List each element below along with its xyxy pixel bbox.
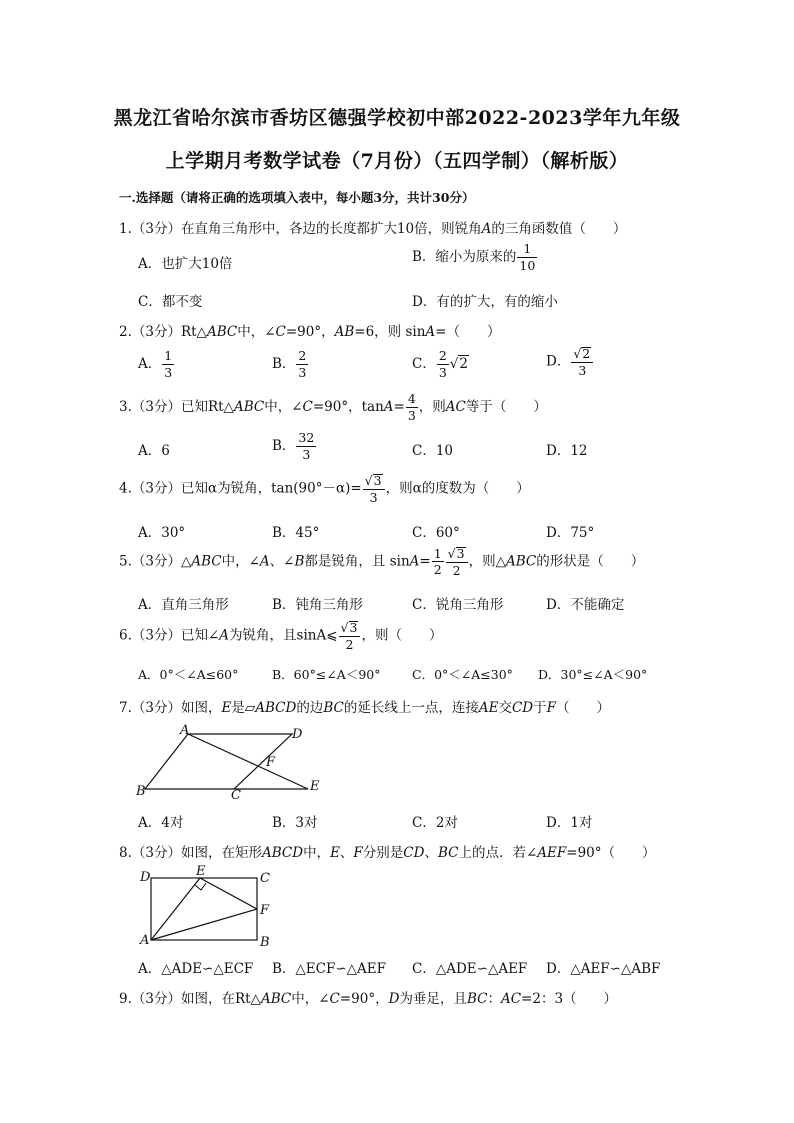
q5-fraction-2: [446, 547, 468, 577]
q8-text-2: 中，: [303, 845, 331, 861]
title-line-1: 黑龙江省哈尔滨市香坊区德强学校初中部2022-2023学年九年级: [113, 107, 681, 129]
q8-var-bc: BC: [437, 845, 459, 861]
q9-var-ac: AC: [500, 991, 522, 1007]
q6-text-3: sinA⩽: [296, 627, 338, 644]
q4-option-d: D．75°: [546, 525, 595, 541]
q6-fraction: [339, 621, 361, 651]
q1-b-denominator: 10: [519, 257, 536, 273]
q6-var-a: A: [219, 627, 230, 644]
q5-var-a: A: [259, 553, 270, 570]
q5-text-4: 都是锐角，且 sin: [304, 553, 410, 570]
q9-var-abc: ABC: [260, 991, 292, 1007]
q8-figure-rectangle: [130, 864, 280, 952]
question-8: [119, 841, 656, 861]
q2-option-d: [546, 347, 594, 377]
q7-text-3: 的边: [296, 700, 324, 716]
q7-label-d: D: [292, 727, 303, 742]
q6-num: √3: [339, 621, 361, 637]
q2-text-5: =（ ）: [435, 324, 501, 340]
q3-option-d: D．12: [546, 443, 588, 459]
q6-option-a: A．0°＜∠A≤60°: [138, 667, 239, 682]
q1-b-numerator: 1: [517, 243, 537, 258]
q4-text-2: tan(90°－α)=: [271, 480, 362, 497]
q3-num: 4: [407, 391, 416, 406]
q2-b-fraction: [296, 350, 308, 379]
q7-text-1: 7.（3分）如图，: [119, 700, 222, 716]
q7-label-b: B: [136, 784, 146, 799]
q3-text-2: 中，∠: [264, 399, 303, 415]
q3-text-3: =90°，tan: [312, 399, 384, 415]
q8-var-cd: CD: [403, 845, 425, 861]
q2-c-sqrt: √2: [449, 356, 468, 372]
q1-text: 1.（3分）在直角三角形中，各边的长度都扩大10倍，则锐角: [119, 221, 482, 237]
q7-line-ae: [188, 734, 308, 789]
q2-option-c: [412, 350, 469, 379]
q2-b-den: 3: [298, 364, 307, 380]
q8-rectangle-shape: [151, 878, 257, 940]
q1-var: A: [481, 221, 492, 237]
q5-text-5: =: [419, 553, 431, 570]
q8-var-e: E: [330, 845, 340, 861]
q3-text-5: ，则: [418, 399, 446, 415]
q8-line-af: [151, 909, 257, 940]
question-1: [119, 217, 626, 237]
q3-option-c: C．10: [412, 443, 454, 459]
q8-option-b: B．△ECF∽△AEF: [272, 961, 387, 977]
q9-var-c: C: [329, 991, 340, 1007]
question-6: [119, 621, 442, 651]
q3-fraction: [406, 393, 418, 422]
q6-option-d: D．30°≤∠A＜90°: [538, 667, 648, 682]
q5-text-6: ，则△: [468, 553, 506, 570]
q8-var-aef: AEF: [537, 845, 567, 861]
q5-option-a: A．直角三角形: [138, 597, 229, 613]
q7-var-bc: BC: [323, 700, 344, 716]
q6-den: 2: [345, 636, 354, 652]
q5-var-b: B: [294, 553, 305, 570]
q7-text-5: 交: [498, 700, 512, 716]
q9-text-3: =90°，: [339, 991, 389, 1007]
q1-option-d: D．有的扩大，有的缩小: [412, 294, 558, 310]
q4-fraction: [363, 474, 385, 504]
q4-radicand: 3: [373, 473, 382, 488]
q7-var-f: F: [546, 700, 556, 716]
title-line-2: 上学期月考数学试卷（7月份）（五四学制）（解析版）: [165, 150, 629, 172]
q2-a-den: 3: [164, 364, 173, 380]
q4-text-3: ，则α的度数为（ ）: [385, 480, 530, 497]
q2-a-label: A．: [138, 356, 162, 372]
q7-text-7: （ ）: [555, 700, 610, 716]
q7-text-6: 于: [533, 700, 547, 716]
q2-c-den: 3: [438, 364, 447, 380]
q6-option-b: B．60°≤∠A＜90°: [272, 667, 381, 682]
q8-text-5: 、: [424, 845, 438, 861]
q7-var-e: E: [221, 700, 232, 716]
q7-text-4: 的延长线上一点，连接: [343, 700, 479, 716]
q2-c-num: 2: [438, 348, 447, 363]
q9-text-6: =2：3（ ）: [521, 991, 618, 1007]
q4-option-a: A．30°: [138, 525, 186, 541]
q7-label-f: F: [266, 755, 276, 770]
q2-text-2: 中，∠: [237, 324, 276, 340]
q2-c-radicand: 2: [459, 356, 468, 372]
q8-label-e: E: [196, 864, 206, 879]
q2-d-num: √2: [571, 347, 593, 363]
question-2: [119, 320, 500, 340]
question-5: [119, 547, 644, 577]
q3-b-label: B．: [272, 438, 296, 454]
q5-den-1: 2: [433, 562, 442, 577]
q8-label-a: A: [140, 933, 150, 948]
q3-text-6: 等于（ ）: [465, 399, 547, 415]
q6-option-c: C．0°＜∠A≤30°: [412, 667, 513, 682]
q7-text-2: 是▱: [231, 700, 256, 716]
q3-var-ac: AC: [445, 399, 466, 415]
q7-label-e: E: [310, 779, 320, 794]
q3-var-c: C: [302, 399, 313, 415]
q7-label-a: A: [180, 723, 190, 738]
q3-option-a: A．6: [138, 443, 170, 459]
q5-text-2: 中，∠: [221, 553, 260, 570]
q6-text-1: 6.（3分）已知∠: [119, 627, 220, 644]
q2-text-4: =6，则 sin: [354, 324, 426, 340]
q8-option-d: D．△AEF∽△ABF: [546, 961, 661, 977]
q4-den: 3: [369, 489, 378, 505]
q9-text-4: 为垂足，且: [399, 991, 467, 1007]
q2-text-3: =90°，: [285, 324, 335, 340]
q3-den: 3: [407, 407, 416, 423]
q3-var-abc: ABC: [233, 399, 265, 415]
q8-label-c: C: [260, 871, 270, 886]
q6-text-4: ，则（ ）: [361, 627, 443, 644]
q1-option-b-prefix: B．缩小为原来的: [412, 249, 517, 265]
q8-option-a: A．△ADE∽△ECF: [138, 961, 254, 977]
q2-option-a: [138, 350, 175, 379]
q2-var-c: C: [275, 324, 286, 340]
q5-text-7: 的形状是（ ）: [536, 553, 645, 570]
q2-d-den: 3: [578, 362, 587, 378]
q5-den-2: 2: [452, 562, 461, 578]
section-heading: 一.选择题（请将正确的选项填入表中，每小题3分，共计30分）: [119, 190, 475, 205]
q2-var-abc: ABC: [206, 324, 238, 340]
question-4: [119, 474, 530, 504]
q4-option-c: C．60°: [412, 525, 460, 541]
q4-num: √3: [363, 474, 385, 490]
q3-b-num: 32: [298, 430, 315, 445]
q8-text-6: 上的点．若∠: [458, 845, 538, 861]
q8-right-angle-mark: [195, 883, 206, 890]
q2-c-label: C．: [412, 356, 436, 372]
q2-option-b: [272, 350, 309, 379]
q2-a-num: 1: [164, 348, 173, 363]
q5-radicand: 3: [456, 546, 465, 561]
q7-option-b: B．3对: [272, 815, 318, 831]
q8-text-7: =90°（ ）: [566, 845, 656, 861]
q5-option-d: D．不能确定: [546, 597, 625, 613]
q7-var-ae: AE: [478, 700, 499, 716]
q9-text-5: ：: [487, 991, 501, 1007]
q4-text-1: 4.（3分）已知α为锐角，: [119, 480, 272, 497]
q7-option-c: C．2对: [412, 815, 458, 831]
q2-b-num: 2: [298, 348, 307, 363]
q2-c-fraction: [437, 350, 449, 379]
q5-var-abc2: ABC: [505, 553, 537, 570]
q9-text-2: 中，∠: [291, 991, 330, 1007]
q1-text-end: 的三角函数值（ ）: [491, 221, 627, 237]
q3-option-b: [272, 432, 317, 461]
q2-a-fraction: [162, 350, 174, 379]
q2-var-a: A: [425, 324, 436, 340]
q2-text-1: 2.（3分）Rt△: [119, 324, 207, 340]
q7-label-c: C: [231, 788, 241, 802]
q3-text-1: 3.（3分）已知Rt△: [119, 399, 234, 415]
q8-var-f: F: [353, 845, 363, 861]
q5-fraction-1: [432, 545, 444, 577]
q8-text-4: 分别是: [362, 845, 404, 861]
q8-label-d: D: [140, 870, 151, 885]
q2-d-radicand: 2: [582, 346, 591, 361]
q8-var-abcd: ABCD: [261, 845, 304, 861]
q2-d-label: D．: [546, 353, 571, 370]
q7-option-d: D．1对: [546, 815, 593, 831]
q3-text-4: =: [393, 399, 405, 415]
q9-text-1: 9.（3分）如图，在Rt△: [119, 991, 261, 1007]
q7-var-cd: CD: [511, 700, 534, 716]
q5-var-abc: ABC: [191, 553, 222, 570]
question-9: [119, 987, 617, 1007]
q5-num-2: √3: [446, 547, 468, 563]
q7-figure-parallelogram: [130, 722, 330, 802]
q3-b-den: 3: [302, 446, 311, 462]
q5-num-1: 1: [433, 545, 442, 561]
q6-text-2: 为锐角，且: [229, 627, 297, 644]
q8-option-c: C．△ADE∽△AEF: [412, 961, 528, 977]
q3-b-fraction: [296, 432, 316, 461]
q3-var-a: A: [383, 399, 394, 415]
q8-label-f: F: [260, 903, 270, 918]
q7-option-a: A．4对: [138, 815, 184, 831]
q1-option-c: C．都不变: [138, 294, 203, 310]
q7-var-abcd: ABCD: [255, 700, 297, 716]
q4-option-b: B．45°: [272, 525, 320, 541]
q2-var-ab: AB: [334, 324, 355, 340]
q9-var-bc: BC: [466, 991, 488, 1007]
q2-b-label: B．: [272, 356, 296, 372]
q5-option-c: C．锐角三角形: [412, 597, 504, 613]
q8-line-ef: [200, 878, 257, 909]
q5-option-b: B．钝角三角形: [272, 597, 363, 613]
question-7: [119, 696, 610, 716]
q1-option-b-fraction: [517, 243, 537, 272]
q5-text-3: 、∠: [269, 553, 295, 570]
q1-option-a: A．也扩大10倍: [138, 256, 233, 272]
q8-line-ae: [151, 878, 200, 940]
q9-var-d: D: [388, 991, 400, 1007]
q5-text-1: 5.（3分）△: [119, 553, 192, 570]
question-3: [119, 393, 547, 422]
q8-text-1: 8.（3分）如图，在矩形: [119, 845, 262, 861]
q6-radicand: 3: [349, 620, 358, 635]
q2-d-fraction: [571, 347, 593, 377]
q8-label-b: B: [260, 935, 270, 950]
q8-text-3: 、: [339, 845, 354, 861]
q1-option-b: [412, 243, 538, 272]
q5-var-a2: A: [409, 553, 420, 570]
